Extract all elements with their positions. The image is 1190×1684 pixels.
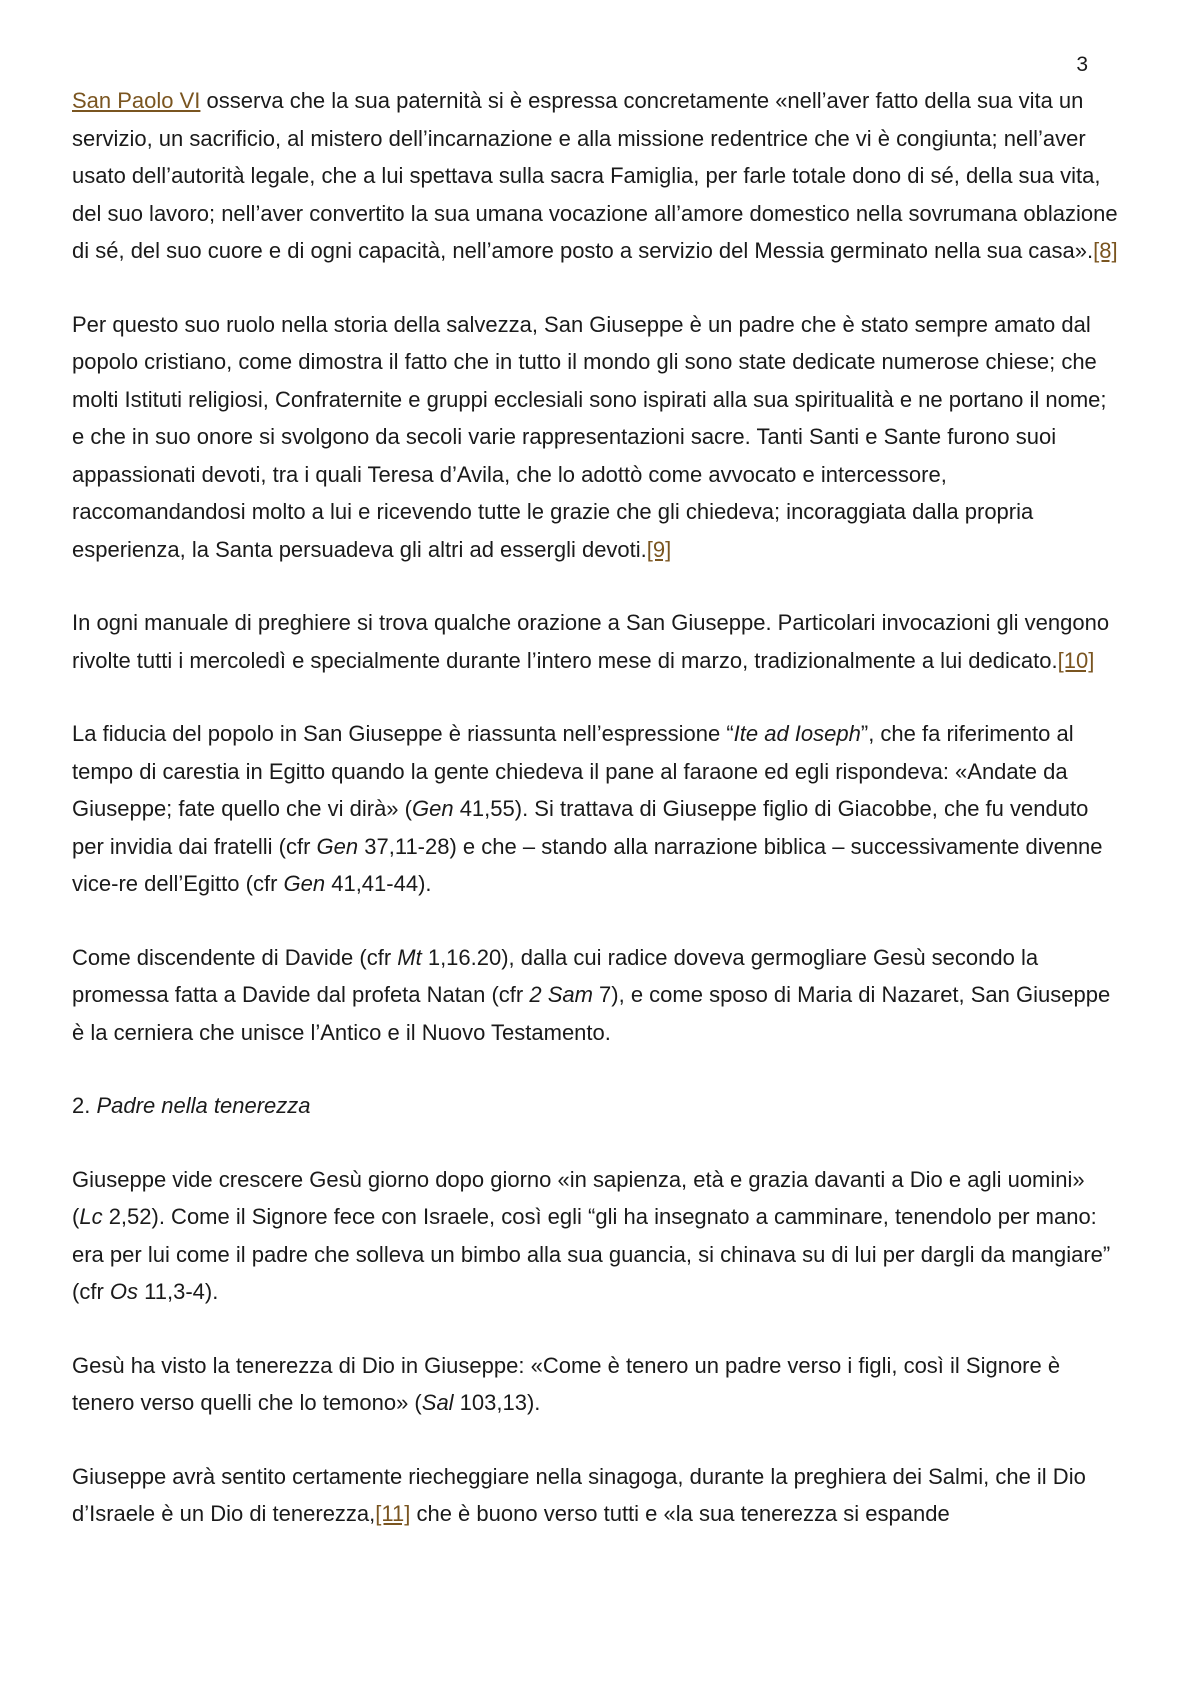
text-run: Giuseppe vide crescere Gesù giorno dopo giorno «in sapienza, età e grazia davanti a Dio e agli uomini» ( xyxy=(72,1166,1085,1229)
text-run: La fiducia del popolo in San Giuseppe è riassunta nell’espressione “ xyxy=(72,721,734,746)
page-number: 3 xyxy=(1076,53,1088,76)
italic-text: Mt xyxy=(397,944,422,970)
document-body xyxy=(72,82,1120,1533)
text-run: 2. xyxy=(72,1093,97,1118)
reference-link[interactable]: San Paolo VI xyxy=(72,88,201,113)
italic-text: Gen xyxy=(283,871,326,896)
text-run: Giuseppe avrà sentito certamente riecheggiare nella sinagoga, durante la preghiera dei Salmi, che il Dio d’Israele è un Dio di tenerezza, xyxy=(72,1463,1086,1526)
paragraph xyxy=(72,604,1120,679)
footnote-link[interactable]: [11] xyxy=(375,1501,411,1526)
text-run: 1,16.20), dalla cui radice doveva germogliare Gesù secondo la promessa fatta a Davide dal profeta Natan (cfr xyxy=(72,944,1039,1007)
text-run: 41,55). Si trattava di Giuseppe figlio di Giacobbe, che fu venduto per invidia dai fratelli (cfr xyxy=(72,796,1089,859)
footnote-link[interactable]: [10] xyxy=(1057,647,1095,673)
italic-text: 2 Sam xyxy=(529,982,593,1007)
italic-text: Lc xyxy=(79,1204,103,1229)
italic-text: Padre nella tenerezza xyxy=(96,1093,311,1118)
text-run: 41,41-44). xyxy=(325,871,432,896)
text-run: 11,3-4). xyxy=(138,1279,219,1304)
section-heading xyxy=(72,1087,1120,1125)
footnote-link[interactable]: [8] xyxy=(1093,238,1118,263)
italic-text: Gen xyxy=(411,796,454,821)
paragraph xyxy=(72,82,1120,270)
italic-text: Ite ad Ioseph xyxy=(733,721,861,746)
text-run: osserva che la sua paternità si è espressa concretamente «nell’aver fatto della sua vita un servizio, un sacrificio, al mistero dell’incarnazione e alla missione redentrice che vi è congiunta; nell’aver usato dell’autorità legale, che a lui spettava sulla sacra Famiglia, per farle totale dono di sé, della sua vita, del suo lavoro; nell’aver convertito la sua umana vocazione all’amore domestico nella sovrumana oblazione di sé, del suo cuore e di ogni capacità, nell’amore posto a servizio del Messia germinato nella sua casa». xyxy=(72,88,1118,263)
paragraph xyxy=(72,715,1120,903)
paragraph xyxy=(72,306,1120,569)
text-run: 7), e come sposo di Maria di Nazaret, San Giuseppe è la cerniera che unisce l’Antico e il Nuovo Testamento. xyxy=(72,982,1111,1045)
text-run: Come discendente di Davide (cfr xyxy=(72,944,398,970)
italic-text: Gen xyxy=(316,833,359,859)
italic-text: Os xyxy=(109,1279,139,1304)
text-run: Per questo suo ruolo nella storia della salvezza, San Giuseppe è un padre che è stato sempre amato dal popolo cristiano, come dimostra il fatto che in tutto il mondo gli sono state dedicate numerose chiese; che molti Istituti religiosi, Confraternite e gruppi ecclesiali sono ispirati alla sua spiritualità e ne portano il nome; e che in suo onore si svolgono da secoli varie rappresentazioni sacre. Tanti Santi e Sante furono suoi appassionati devoti, tra i quali Teresa d’Avila, che lo adottò come avvocato e intercessore, raccomandandosi molto a lui e ricevendo tutte le grazie che gli chiedeva; incoraggiata dalla propria esperienza, la Santa persuadeva gli altri ad essergli devoti. xyxy=(72,311,1107,562)
text-run: In ogni manuale di preghiere si trova qualche orazione a San Giuseppe. Particolari invocazioni gli vengono rivolte tutti i mercoledì e specialmente durante l’intero mese di marzo, tradizionalmente a lui dedicato. xyxy=(72,610,1110,673)
text-run: 103,13). xyxy=(453,1390,541,1415)
footnote-link[interactable]: [9] xyxy=(646,536,672,562)
text-run: che è buono verso tutti e «la sua tenerezza si espande xyxy=(410,1501,950,1526)
paragraph xyxy=(72,939,1120,1052)
paragraph xyxy=(72,1458,1120,1533)
italic-text: Sal xyxy=(421,1390,454,1415)
paragraph xyxy=(72,1161,1120,1311)
text-run: ”, che fa riferimento al tempo di carestia in Egitto quando la gente chiedeva il pane al faraone ed egli rispondeva: «Andate da Giuseppe; fate quello che vi dirà» ( xyxy=(72,721,1074,821)
paragraph xyxy=(72,1347,1120,1422)
text-run: Gesù ha visto la tenerezza di Dio in Giuseppe: «Come è tenero un padre verso i figli, così il Signore è tenero verso quelli che lo temono» ( xyxy=(72,1352,1061,1415)
text-run: 37,11-28) e che – stando alla narrazione biblica – successivamente divenne vice-re dell’Egitto (cfr xyxy=(72,833,1103,896)
text-run: 2,52). Come il Signore fece con Israele, così egli “gli ha insegnato a camminare, tenendolo per mano: era per lui come il padre che solleva un bimbo alla sua guancia, si chinava su di lui per dargli da mangiare” (cfr xyxy=(72,1204,1111,1304)
